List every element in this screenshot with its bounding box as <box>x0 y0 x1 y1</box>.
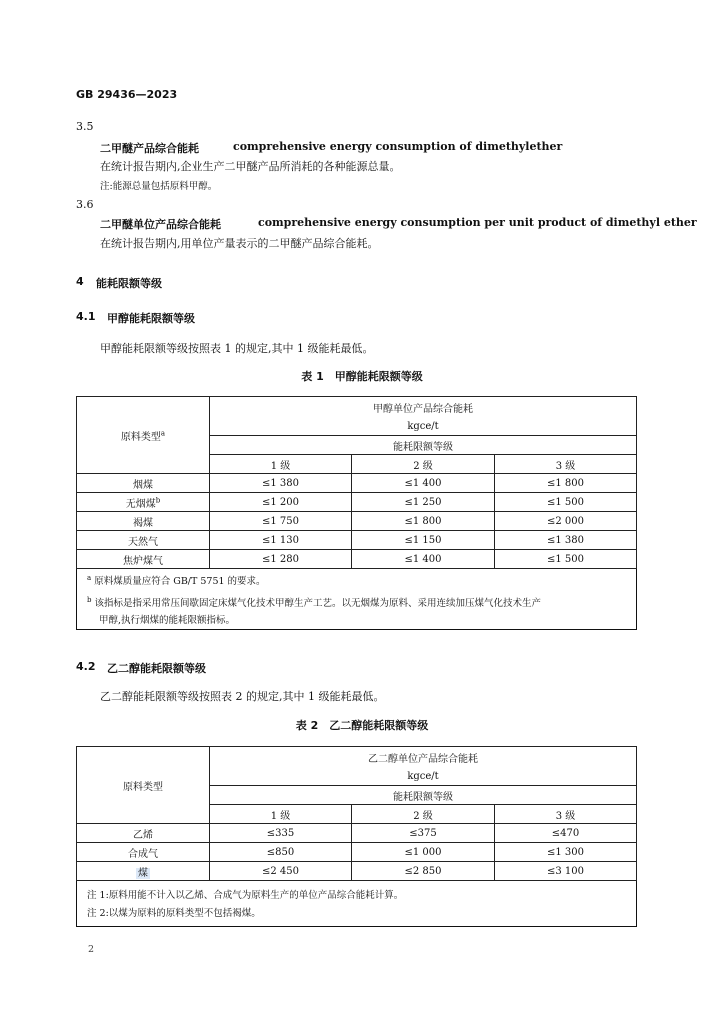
footnote-mark: a <box>160 429 166 438</box>
value-cell: ≤1 400 <box>352 474 495 493</box>
value-cell: ≤1 200 <box>210 493 352 512</box>
table-row <box>77 474 637 493</box>
table-row <box>77 862 637 881</box>
value-cell: ≤1 130 <box>210 531 352 550</box>
value-cell: ≤470 <box>495 824 637 843</box>
value-cell: ≤335 <box>210 824 352 843</box>
grade-header: 能耗限额等级 <box>210 786 637 805</box>
term-english: comprehensive energy consumption of dimethylether <box>233 140 563 153</box>
material-type: 乙烯 <box>77 824 210 843</box>
section-title: 甲醇能耗限额等级 <box>107 312 195 325</box>
value-cell: ≤2 450 <box>210 862 352 881</box>
table-row <box>77 824 637 843</box>
table-footnote: $^b$ 该指标是指采用常压间歇固定床煤气化技术甲醇生产工艺。以无烟煤为原料、采用连续加压煤气化技术生产 <box>87 595 542 609</box>
value-cell: ≤2 850 <box>352 862 495 881</box>
table-caption: 表 2 乙二醇能耗限额等级 <box>295 719 429 732</box>
value-cell: ≤2 000 <box>495 512 637 531</box>
term-definition: 在统计报告期内,企业生产二甲醚产品所消耗的各种能源总量。 <box>100 160 401 173</box>
value-cell: ≤1 800 <box>495 474 637 493</box>
grade-label: 1 级 <box>210 455 352 474</box>
material-type: 天然气 <box>77 531 210 550</box>
column-header-cell <box>210 747 637 786</box>
footnote-mark: b <box>155 496 161 505</box>
paragraph: 甲醇能耗限额等级按照表 1 的规定,其中 1 级能耗最低。 <box>100 342 374 355</box>
value-cell: ≤1 750 <box>210 512 352 531</box>
table-row <box>77 843 637 862</box>
value-cell: ≤850 <box>210 843 352 862</box>
material-type: 煤 <box>77 862 210 881</box>
row-header-label: 原料类型 <box>120 431 161 443</box>
material-type: 褐煤 <box>77 512 210 531</box>
grade-label: 3 级 <box>495 455 637 474</box>
section-title: 能耗限额等级 <box>96 277 162 290</box>
grade-label: 2 级 <box>352 805 495 824</box>
paragraph: 乙二醇能耗限额等级按照表 2 的规定,其中 1 级能耗最低。 <box>100 690 385 703</box>
section-title: 乙二醇能耗限额等级 <box>107 662 206 675</box>
material-type: 焦炉煤气 <box>77 550 210 569</box>
grade-header: 能耗限额等级 <box>210 436 637 455</box>
term-definition: 在统计报告期内,用单位产量表示的二甲醚产品综合能耗。 <box>100 237 379 250</box>
standard-number: GB 29436—2023 <box>76 88 178 101</box>
table-2 <box>76 746 637 927</box>
table-caption: 表 1 甲醇能耗限额等级 <box>301 370 423 383</box>
material-type: 无烟煤$^b$ <box>77 493 210 512</box>
term-english: comprehensive energy consumption per unit product of dimethyl ether <box>258 216 697 229</box>
value-cell: ≤1 500 <box>495 550 637 569</box>
term-number: 3.6 <box>76 198 94 211</box>
term-chinese: 二甲醚产品综合能耗 <box>100 142 199 155</box>
table-row <box>77 531 637 550</box>
row-header-cell <box>77 747 210 824</box>
table-footnote-continued: 甲醇,执行烟煤的能耗限额指标。 <box>99 615 236 626</box>
value-cell: ≤1 300 <box>495 843 637 862</box>
value-cell: ≤1 250 <box>352 493 495 512</box>
table-note: 注 2:以煤为原料的原料类型不包括褐煤。 <box>87 908 261 919</box>
column-header-title: 乙二醇单位产品综合能耗 <box>368 754 478 765</box>
material-type: 烟煤 <box>77 474 210 493</box>
table-footnote: $^a$ 原料煤质量应符合 GB/T 5751 的要求。 <box>87 573 266 587</box>
value-cell: ≤1 380 <box>210 474 352 493</box>
table-row <box>77 550 637 569</box>
term-chinese: 二甲醚单位产品综合能耗 <box>100 218 221 231</box>
grade-label: 2 级 <box>352 455 495 474</box>
row-header-label: 原料类型 <box>123 781 163 793</box>
table-1 <box>76 396 637 630</box>
grade-label: 1 级 <box>210 805 352 824</box>
value-cell: ≤375 <box>352 824 495 843</box>
column-header-cell <box>210 397 637 436</box>
section-number: 4.1 <box>76 310 96 323</box>
unit-label: kgce/t <box>407 421 439 432</box>
table-1-grid <box>76 396 637 569</box>
unit-label: kgce/t <box>407 771 439 782</box>
value-cell: ≤1 400 <box>352 550 495 569</box>
table-row <box>77 493 637 512</box>
grade-label: 3 级 <box>495 805 637 824</box>
value-cell: ≤1 150 <box>352 531 495 550</box>
section-number: 4.2 <box>76 660 96 673</box>
row-header-cell <box>77 397 210 474</box>
table-2-grid <box>76 746 637 881</box>
term-number: 3.5 <box>76 120 94 133</box>
value-cell: ≤1 380 <box>495 531 637 550</box>
table-row <box>77 512 637 531</box>
term-note: 注:能源总量包括原料甲醇。 <box>100 181 218 192</box>
value-cell: ≤3 100 <box>495 862 637 881</box>
value-cell: ≤1 280 <box>210 550 352 569</box>
column-header-title: 甲醇单位产品综合能耗 <box>373 404 474 415</box>
value-cell: ≤1 800 <box>352 512 495 531</box>
table-note: 注 1:原料用能不计入以乙烯、合成气为原料生产的单位产品综合能耗计算。 <box>87 890 404 901</box>
section-number: 4 <box>76 275 84 288</box>
material-type: 合成气 <box>77 843 210 862</box>
value-cell: ≤1 500 <box>495 493 637 512</box>
value-cell: ≤1 000 <box>352 843 495 862</box>
page-number: 2 <box>88 944 95 955</box>
